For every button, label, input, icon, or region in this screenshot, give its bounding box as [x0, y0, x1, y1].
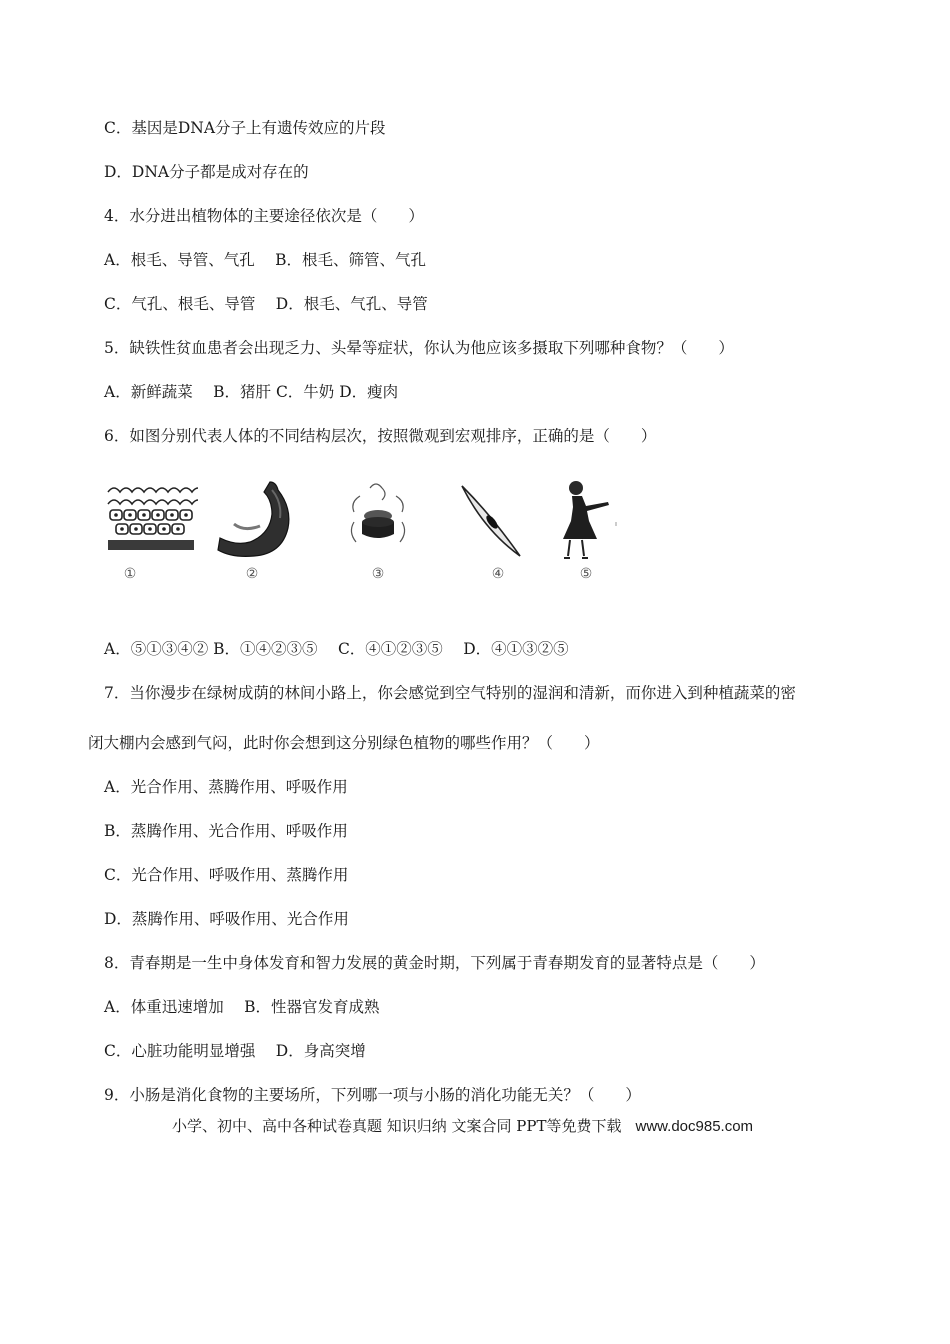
structure-levels-figure	[100, 478, 630, 598]
option-3c: C．基因是DNA分子上有遗传效应的片段	[104, 119, 386, 137]
question-4: 4．水分进出植物体的主要途径依次是（ ）	[104, 207, 424, 225]
option-3d: D．DNA分子都是成对存在的	[104, 163, 309, 181]
options-5: A．新鲜蔬菜 B．猪肝 C．牛奶 D．瘦肉	[104, 383, 399, 401]
question-5: 5．缺铁性贫血患者会出现乏力、头晕等症状，你认为他应该多摄取下列哪种食物？（ ）	[104, 339, 734, 357]
figure-label-3: ③	[371, 566, 385, 582]
figure-label-2: ②	[245, 566, 259, 582]
figure-label-1: ①	[123, 566, 137, 582]
cell-icon	[456, 478, 526, 560]
stomach-icon	[212, 478, 298, 560]
options-4cd: C．气孔、根毛、导管 D．根毛、气孔、导管	[104, 295, 428, 313]
option-7c: C．光合作用、呼吸作用、蒸腾作用	[104, 866, 349, 884]
question-7-line-2: 闭大棚内会感到气闷，此时你会想到这分别绿色植物的哪些作用？（ ）	[88, 734, 600, 752]
figure-label-5: ⑤	[579, 566, 593, 582]
footer-text: 小学、初中、高中各种试卷真题 知识归纳 文案合同 PPT等免费下载	[172, 1117, 622, 1135]
options-4ab: A．根毛、导管、气孔 B．根毛、筛管、气孔	[104, 251, 427, 269]
option-7b: B．蒸腾作用、光合作用、呼吸作用	[104, 822, 348, 840]
question-9: 9．小肠是消化食物的主要场所，下列哪一项与小肠的消化功能无关？（ ）	[104, 1086, 641, 1104]
organ-system-icon	[340, 478, 416, 560]
options-6: A．⑤①③④② B．①④②③⑤ C．④①②③⑤ D．④①③②⑤	[104, 640, 569, 658]
question-7-line-1: 7．当你漫步在绿树成荫的林间小路上，你会感觉到空气特别的湿润和清新，而你进入到种植蔬菜的密	[104, 684, 796, 702]
human-body-icon	[554, 478, 624, 564]
question-8: 8．青春期是一生中身体发育和智力发展的黄金时期，下列属于青春期发育的显著特点是（ ）	[104, 954, 765, 972]
option-7d: D．蒸腾作用、呼吸作用、光合作用	[104, 910, 349, 928]
options-8cd: C．心脏功能明显增强 D．身高突增	[104, 1042, 366, 1060]
tissue-icon	[106, 478, 198, 558]
options-8ab: A．体重迅速增加 B．性器官发育成熟	[104, 998, 380, 1016]
figure-label-4: ④	[491, 566, 505, 582]
footer-site-link[interactable]: www.doc985.com	[635, 1118, 754, 1135]
page-footer	[172, 1116, 753, 1137]
question-6: 6．如图分别代表人体的不同结构层次，按照微观到宏观排序，正确的是（ ）	[104, 427, 657, 445]
option-7a: A．光合作用、蒸腾作用、呼吸作用	[104, 778, 348, 796]
